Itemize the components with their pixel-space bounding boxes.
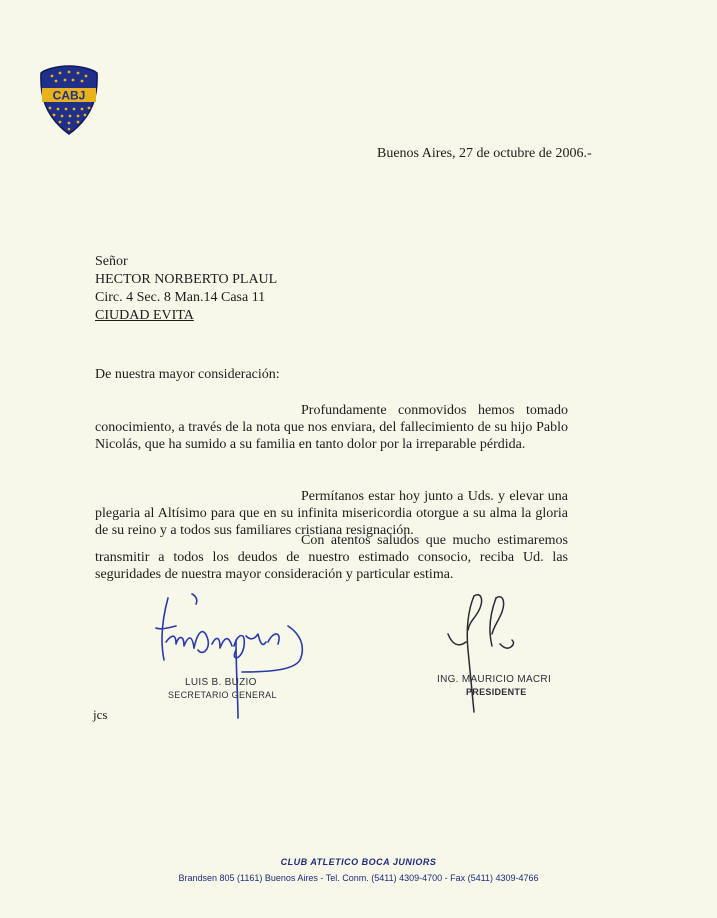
recipient-address: Circ. 4 Sec. 8 Man.14 Casa 11: [95, 290, 266, 305]
cabj-shield-icon: [38, 64, 100, 136]
typist-initials: jcs: [93, 707, 108, 722]
signature-left-handwriting: [150, 590, 320, 720]
body-paragraph-1-text: Profundamente conmovidos hemos tomado conocimiento, a través de la nota que nos enviara, del fallecimiento de su hijo Pablo Nicolás, que ha sumido a su familia en tanto dolor por la irreparable pérdida.: [95, 403, 568, 452]
greeting: De nuestra mayor consideración:: [95, 367, 280, 382]
body-paragraph-2-text: Permítanos estar hoy junto a Uds. y elevar una plegaria al Altísimo para que en su infinita misericordia otorgue a su alma la gloria de su reino y a todos sus familiares cristiana resignación.: [95, 489, 568, 538]
signatory-right-title: PRESIDENTE: [466, 687, 527, 697]
recipient-name: HECTOR NORBERTO PLAUL: [95, 272, 278, 287]
recipient-salutation: Señor: [95, 254, 128, 269]
recipient-city: CIUDAD EVITA: [95, 308, 194, 323]
body-paragraph-3-text: Con atentos saludos que mucho estimaremos transmitir a todos los deudos de nuestro estimado consocio, reciba Ud. las seguridades de nuestra mayor consideración y particular estima.: [95, 533, 568, 582]
logo-lettering: CABJ: [52, 88, 86, 103]
footer-org-name: CLUB ATLETICO BOCA JUNIORS: [280, 857, 437, 867]
signatory-right-name: ING. MAURICIO MACRI: [437, 674, 552, 685]
footer-address: Brandsen 805 (1161) Buenos Aires - Tel. Conm. (5411) 4309-4700 - Fax (5411) 4309-4766: [178, 873, 539, 883]
body-paragraph-3: [95, 532, 568, 583]
signatory-left-name: LUIS B. BUZIO: [185, 677, 257, 688]
signature-area: [0, 590, 717, 720]
body-paragraph-1: [95, 402, 568, 453]
date-line: Buenos Aires, 27 de octubre de 2006.-: [377, 146, 592, 161]
cabj-logo: [38, 64, 100, 136]
signatory-left-title-text: SECRETARIO GENERAL: [168, 690, 277, 700]
recipient-block: [95, 253, 277, 325]
